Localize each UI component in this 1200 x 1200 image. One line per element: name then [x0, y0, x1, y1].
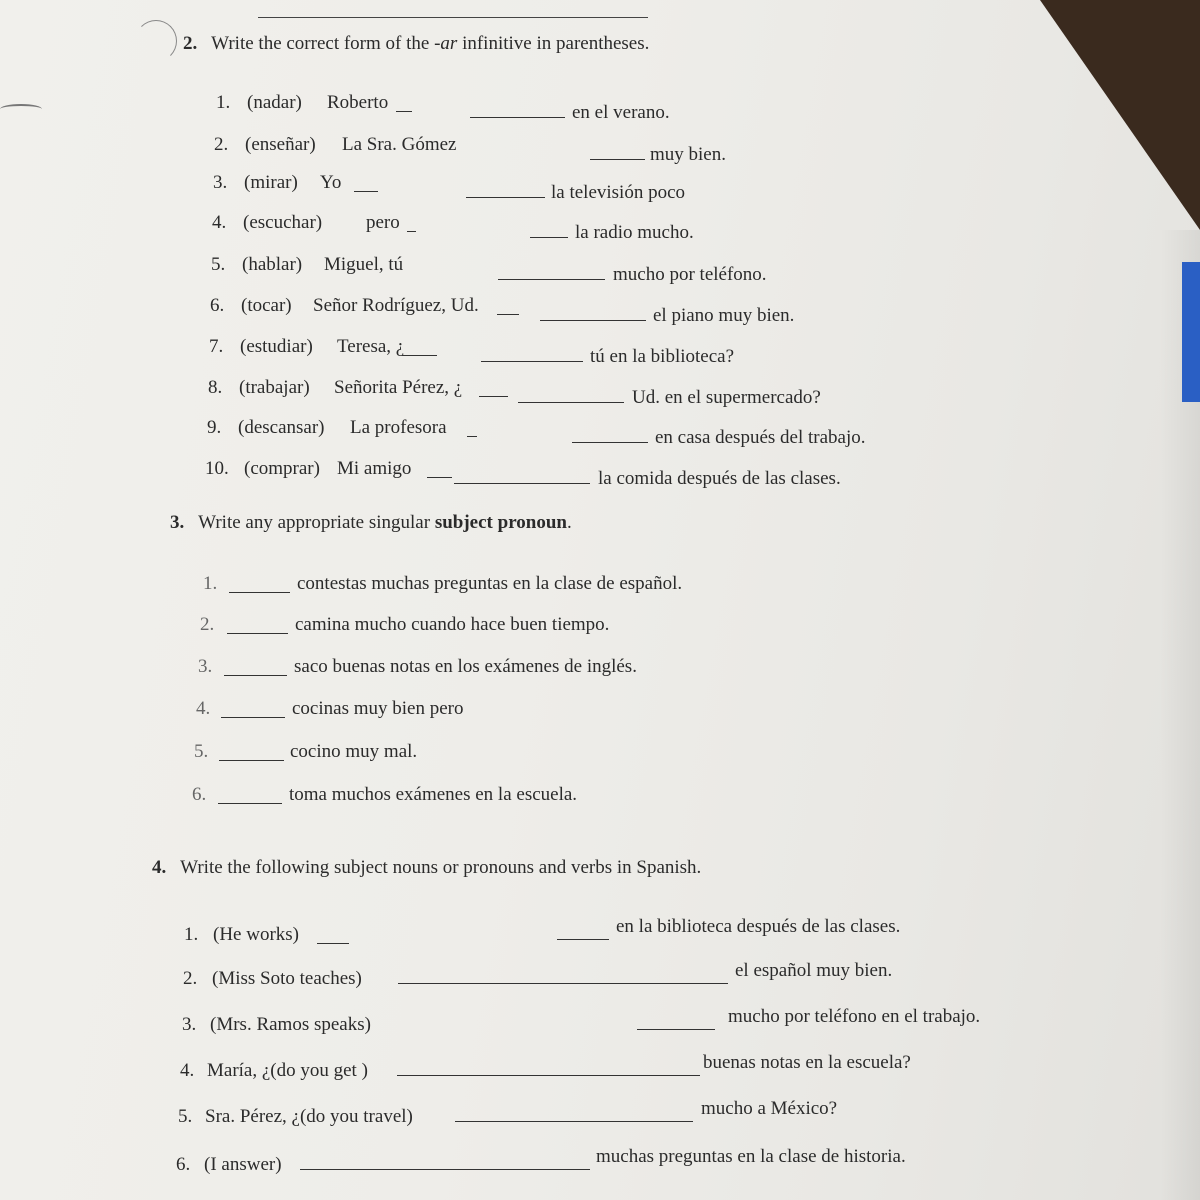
- item-subject: La Sra. Gómez: [342, 134, 457, 155]
- item-number: 1.: [216, 92, 231, 113]
- item-subject: Miguel, tú: [324, 254, 404, 275]
- item-sentence-rest: la comida después de las clases.: [598, 468, 841, 489]
- item-number: 3.: [182, 1014, 197, 1035]
- answer-blank-partial[interactable]: [354, 191, 378, 192]
- answer-blank-partial[interactable]: [407, 231, 416, 232]
- answer-blank[interactable]: [470, 117, 565, 118]
- answer-blank[interactable]: [466, 197, 545, 198]
- section-2-heading-tail: infinitive in parentheses.: [457, 33, 650, 54]
- answer-blank[interactable]: [221, 717, 285, 718]
- item-sentence-rest: saco buenas notas en los exámenes de inglés.: [294, 656, 637, 677]
- item-sentence-rest: el español muy bien.: [735, 960, 893, 981]
- answer-blank-partial[interactable]: [467, 436, 477, 437]
- answer-blank[interactable]: [300, 1169, 590, 1170]
- item-sentence-rest: camina mucho cuando hace buen tiempo.: [295, 614, 610, 635]
- answer-blank-partial[interactable]: [317, 943, 349, 944]
- item-subject: Señor Rodríguez, Ud.: [313, 295, 479, 316]
- item-sentence-rest: mucho por teléfono en el trabajo.: [728, 1006, 981, 1027]
- section-2-number: 2.: [183, 33, 198, 54]
- item-number: 8.: [208, 377, 223, 398]
- item-number: 7.: [209, 336, 224, 357]
- item-sentence-rest: cocinas muy bien pero: [292, 698, 464, 719]
- answer-blank[interactable]: [218, 803, 282, 804]
- item-number: 2.: [183, 968, 198, 989]
- answer-blank[interactable]: [572, 442, 648, 443]
- item-number: 3.: [198, 656, 213, 677]
- item-sentence-rest: mucho por teléfono.: [613, 264, 767, 285]
- answer-blank[interactable]: [454, 483, 590, 484]
- item-number: 4.: [212, 212, 227, 233]
- answer-blank[interactable]: [398, 983, 728, 984]
- item-sentence-rest: la televisión poco: [551, 182, 686, 203]
- item-verb: (trabajar): [239, 377, 310, 398]
- item-prompt: (Miss Soto teaches): [212, 968, 362, 989]
- answer-blank[interactable]: [530, 237, 568, 238]
- item-verb: (mirar): [244, 172, 298, 193]
- item-number: 10.: [205, 458, 229, 479]
- item-subject: Teresa, ¿: [337, 336, 405, 357]
- answer-blank[interactable]: [227, 633, 288, 634]
- answer-blank-partial[interactable]: [402, 355, 437, 356]
- item-number: 6.: [176, 1154, 191, 1175]
- item-sentence-rest: contestas muchas preguntas en la clase de español.: [297, 573, 683, 594]
- answer-blank[interactable]: [224, 675, 287, 676]
- section-4-heading: [152, 857, 701, 879]
- item-verb: (escuchar): [243, 212, 323, 233]
- item-subject: La profesora: [350, 417, 447, 438]
- item-verb: (estudiar): [240, 336, 313, 357]
- item-sentence-rest: toma muchos exámenes en la escuela.: [289, 784, 578, 805]
- item-number: 5.: [178, 1106, 193, 1127]
- section-3-heading-tail: .: [566, 512, 572, 533]
- item-number: 2.: [214, 134, 229, 155]
- page-nick-mark: [0, 104, 42, 114]
- item-verb: (descansar): [238, 417, 325, 438]
- section-2-heading: [183, 33, 649, 55]
- item-number: 1.: [203, 573, 218, 594]
- item-subject: Roberto: [327, 92, 389, 113]
- answer-blank[interactable]: [455, 1121, 693, 1122]
- item-prompt: (I answer): [204, 1154, 282, 1175]
- section-3-number: 3.: [170, 512, 185, 533]
- item-verb: (nadar): [247, 92, 302, 113]
- section-3-heading: [170, 512, 572, 534]
- item-subject: Señorita Pérez, ¿: [334, 377, 463, 398]
- item-subject: Yo: [320, 172, 342, 193]
- answer-blank[interactable]: [219, 760, 284, 761]
- item-number: 4.: [196, 698, 211, 719]
- section-4-number: 4.: [152, 857, 167, 878]
- section-3-heading-text: Write any appropriate singular: [198, 512, 435, 533]
- item-sentence-rest: el piano muy bien.: [653, 305, 795, 326]
- item-sentence-rest: tú en la biblioteca?: [590, 346, 735, 367]
- section-4-heading-text: Write the following subject nouns or pronouns and verbs in Spanish.: [180, 857, 702, 878]
- item-sentence-rest: muy bien.: [650, 144, 726, 165]
- item-number: 9.: [207, 417, 222, 438]
- answer-blank[interactable]: [540, 320, 646, 321]
- item-number: 4.: [180, 1060, 195, 1081]
- item-subject: pero: [366, 212, 400, 233]
- item-sentence-rest: en el verano.: [572, 102, 670, 123]
- item-verb: (hablar): [242, 254, 303, 275]
- item-sentence-rest: cocino muy mal.: [290, 741, 418, 762]
- item-number: 6.: [210, 295, 225, 316]
- blue-folder-edge: [1182, 262, 1200, 402]
- item-sentence-rest: mucho a México?: [701, 1098, 838, 1119]
- item-verb: (enseñar): [245, 134, 316, 155]
- item-number: 5.: [194, 741, 209, 762]
- item-prompt: Sra. Pérez, ¿(do you travel): [205, 1106, 413, 1127]
- answer-blank-partial[interactable]: [427, 477, 452, 478]
- item-number: 2.: [200, 614, 215, 635]
- item-verb: (tocar): [241, 295, 292, 316]
- item-subject: Mi amigo: [337, 458, 412, 479]
- answer-blank[interactable]: [557, 939, 609, 940]
- top-rule: [258, 17, 648, 18]
- item-number: 5.: [211, 254, 226, 275]
- section-3-heading-bold: subject pronoun: [434, 512, 567, 533]
- answer-blank[interactable]: [637, 1029, 715, 1030]
- answer-blank-partial[interactable]: [479, 396, 508, 397]
- item-sentence-rest: en casa después del trabajo.: [655, 427, 866, 448]
- section-2-heading-text: Write the correct form of the: [211, 33, 435, 54]
- item-number: 1.: [184, 924, 199, 945]
- binder-hole-mark: [135, 20, 177, 62]
- answer-blank-partial[interactable]: [396, 111, 412, 112]
- answer-blank-partial[interactable]: [497, 314, 519, 315]
- item-number: 3.: [213, 172, 228, 193]
- answer-blank[interactable]: [229, 592, 290, 593]
- item-sentence-rest: muchas preguntas en la clase de historia.: [596, 1146, 906, 1167]
- item-prompt: (Mrs. Ramos speaks): [210, 1014, 371, 1035]
- answer-blank[interactable]: [518, 402, 624, 403]
- item-prompt: (He works): [213, 924, 300, 945]
- item-sentence-rest: la radio mucho.: [575, 222, 694, 243]
- item-sentence-rest: en la biblioteca después de las clases.: [616, 916, 901, 937]
- answer-blank[interactable]: [397, 1075, 700, 1076]
- item-sentence-rest: buenas notas en la escuela?: [703, 1052, 911, 1073]
- answer-blank[interactable]: [498, 279, 605, 280]
- item-prompt: María, ¿(do you get ): [207, 1060, 368, 1081]
- section-2-heading-em: -ar: [434, 33, 458, 54]
- answer-blank[interactable]: [590, 159, 645, 160]
- item-number: 6.: [192, 784, 207, 805]
- item-sentence-rest: Ud. en el supermercado?: [632, 387, 821, 408]
- item-verb: (comprar): [244, 458, 320, 479]
- answer-blank[interactable]: [481, 361, 583, 362]
